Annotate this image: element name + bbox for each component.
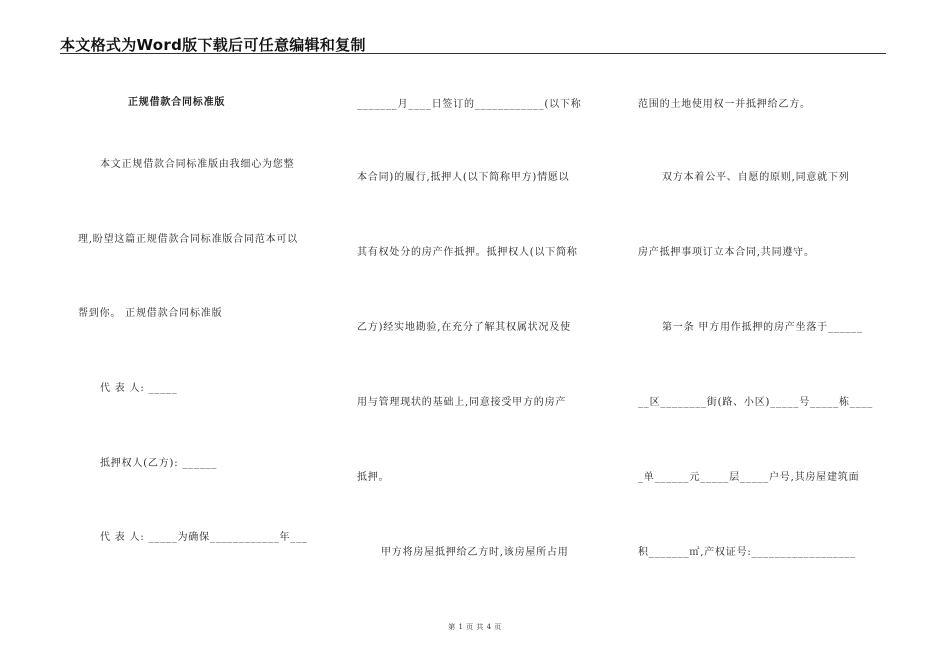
paragraph-line: 积_______㎡,产权证号:__________________ [638, 547, 856, 558]
paragraph-line: 范围的土地使用权一并抵押给乙方。 [638, 99, 811, 110]
paragraph-line: 本文正规借款合同标准版由我细心为您整 [100, 159, 295, 170]
paragraph-line: 双方本着公平、自愿的原则,同意就下列 [662, 172, 850, 183]
paragraph-line: 其有权处分的房产作抵押。抵押权人(以下简称 [357, 247, 578, 258]
paragraph-line: 理,盼望这篇正规借款合同标准版合同范本可以 [78, 234, 298, 245]
paragraph-line: 帮到你。 正规借款合同标准版 [78, 308, 223, 319]
paragraph-line: 本合同)的履行,抵押人(以下简称甲方)情愿以 [357, 172, 570, 183]
paragraph-line: 代 表 人: _____为确保____________年___ [100, 532, 308, 543]
paragraph-line: 抵押。 [357, 472, 390, 483]
contract-title: 正规借款合同标准版 [128, 97, 226, 108]
paragraph-line: 乙方)经实地勘验,在充分了解其权属状况及使 [357, 322, 571, 333]
page-number: 第 1 页 共 4 页 [448, 623, 502, 631]
paragraph-line: 抵押权人(乙方): ______ [100, 458, 218, 469]
paragraph-line: _______月____日签订的____________(以下称 [357, 99, 582, 110]
paragraph-line: 用与管理现状的基础上,同意接受甲方的房产 [357, 397, 567, 408]
paragraph-line: __区________街(路、小区)_____号_____栋____ [638, 397, 874, 408]
banner-divider [60, 53, 886, 54]
paragraph-line: 代 表 人: _____ [100, 383, 178, 394]
paragraph-line: 房产抵押事项订立本合同,共同遵守。 [638, 247, 815, 258]
paragraph-line: 甲方将房屋抵押给乙方时,该房屋所占用 [381, 547, 569, 558]
document-banner: 本文格式为Word版下载后可任意编辑和复制 [60, 36, 366, 54]
paragraph-line: _单______元_____层_____户号,其房屋建筑面 [638, 472, 860, 483]
paragraph-line: 第一条 甲方用作抵押的房产坐落于______ [662, 322, 863, 333]
